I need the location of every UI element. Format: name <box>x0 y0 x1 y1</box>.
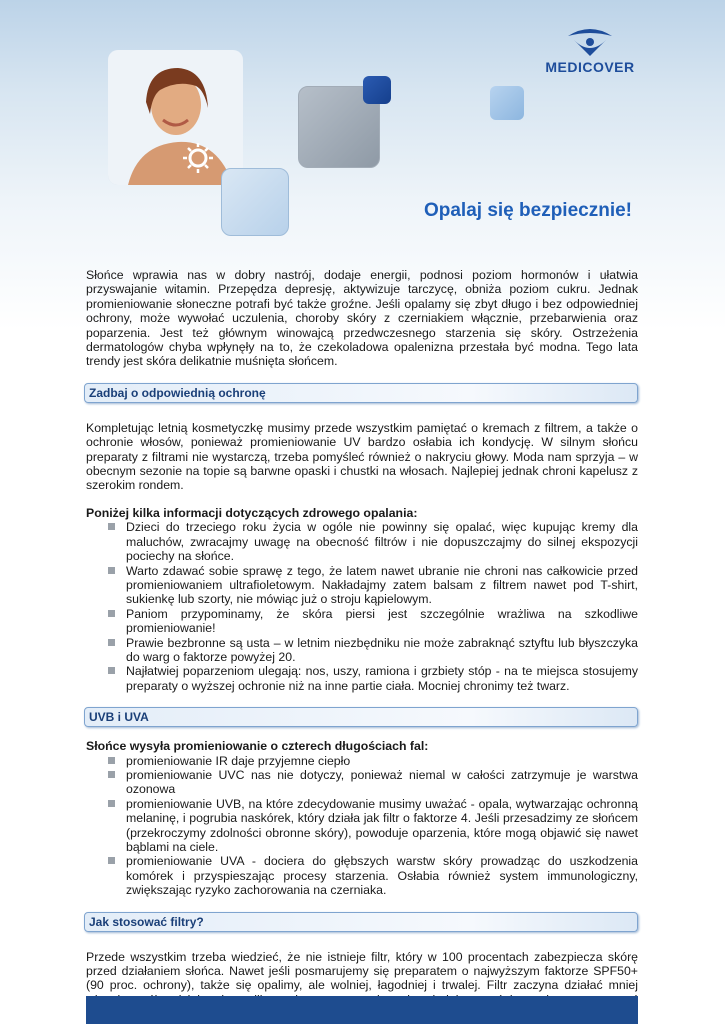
decorative-square-pale <box>221 168 289 236</box>
decorative-square-light <box>490 86 524 120</box>
list-item: promieniowanie UVC nas nie dotyczy, ponieważ niemal w całości zatrzymuje je warstwa ozonowa <box>86 768 638 797</box>
list-item: promieniowanie UVB, na które zdecydowanie musimy uważać - opala, wytwarzając ochronną melaninę, i pogrubia naskórek, który działa jak filtr o faktorze 4. Jeśli przesadzimy ze słońcem (przekroczymy zdolności obronne skóry), powoduje oparzenia, które mogą objawić się nawet bąblami na ciele. <box>86 797 638 855</box>
woman-sunbathing-photo <box>108 50 243 185</box>
decorative-square-blue <box>363 76 391 104</box>
tips-list <box>86 520 638 693</box>
section-heading-filters: Jak stosować filtry? <box>84 912 638 932</box>
bullet-square-icon <box>108 800 115 807</box>
list-item: Paniom przypominamy, że skóra piersi jest szczególnie wrażliwa na szkodliwe promieniowanie! <box>86 607 638 636</box>
bullet-square-icon <box>108 523 115 530</box>
brand-name: MEDICOVER <box>545 59 635 75</box>
medicover-logo-icon <box>540 26 640 60</box>
list-item: promieniowanie IR daje przyjemne ciepło <box>86 754 638 768</box>
intro-paragraph: Słońce wprawia nas w dobry nastrój, dodaje energii, podnosi poziom hormonów i ułatwia przyswajanie witamin. Przepędza depresję, aktywizuje tarczycę, obniża poziom cukru. Jednak promieniowanie słoneczne potrafi być także groźne. Jeśli opalamy się zbyt długo i bez odpowiedniej ochrony, może wywołać uczulenia, choroby skóry z czerniakiem włącznie, przebarwienia oraz poparzenia. Jest też głównym winowajcą przedwczesnego starzenia się skóry. Ostrzeżenia dermatologów chyba wpłynęły na to, że czekoladowa opalenizna przestała być modna. Tego lata trendy jest skóra delikatnie muśnięta słońcem. <box>86 268 638 369</box>
bullet-square-icon <box>108 857 115 864</box>
section-heading-uvb-uva: UVB i UVA <box>84 707 638 727</box>
list-item: promieniowanie UVA - dociera do głębszych warstw skóry prowadząc do uszkodzenia komórek i przyspieszając procesy starzenia. Osłabia również system immunologiczny, zwiększając ryzyko zachorowania na czerniaka. <box>86 854 638 897</box>
bullet-square-icon <box>108 667 115 674</box>
list-item: Prawie bezbronne są usta – w letnim niezbędniku nie może zabraknąć sztyftu lub błyszczyka do warg o faktorze powyżej 20. <box>86 636 638 665</box>
protection-paragraph: Kompletując letnią kosmetyczkę musimy przede wszystkim pamiętać o kremach z filtrem, a także o ochronie włosów, ponieważ promieniowanie UV bardzo osłabia ich kondycję. W silnym słońcu preparaty z filtrami nie wystarczą, trzeba pomyśleć również o nakryciu głowy. Moda nam sprzyja – w obecnym sezonie na topie są barwne opaski i chustki na włosach. Najlepiej jednak chroni kapelusz z szerokim rondem. <box>86 420 638 493</box>
bullet-square-icon <box>108 757 115 764</box>
radiation-subheading: Słońce wysyła promieniowanie o czterech długościach fal: <box>86 739 429 754</box>
bullet-square-icon <box>108 771 115 778</box>
filters-paragraph: Przede wszystkim trzeba wiedzieć, że nie istnieje filtr, który w 100 procentach zabezpiecza skórę przed działaniem słońca. Nawet jeśli posmarujemy się preparatem o najwyższym faktorze SPF50+ (90 proc. ochrony), także się opalimy, ale wolniej, łagodniej i trwalej. Filtr zaczyna działać mniej <box>86 949 638 993</box>
article-body <box>86 268 638 1022</box>
bullet-square-icon <box>108 610 115 617</box>
medicover-logo <box>540 26 640 76</box>
list-item: Warto zdawać sobie sprawę z tego, że latem nawet ubranie nie chroni nas całkowicie przed promieniowaniem ultrafioletowym. Nakładajmy zatem balsam z filtrem nawet pod T-shirt, sukienkę lub szorty, nie mówiąc już o stroju kąpielowym. <box>86 564 638 607</box>
bullet-square-icon <box>108 639 115 646</box>
list-item: Najłatwiej poparzeniom ulegają: nos, uszy, ramiona i grzbiety stóp - na te miejsca stosujemy preparaty o wyższej ochronie niż na inne partie ciała. Mocniej chronimy też twarz. <box>86 664 638 693</box>
footer-bar <box>86 996 638 1024</box>
section-heading-protection: Zadbaj o odpowiednią ochronę <box>84 383 638 403</box>
list-item: Dzieci do trzeciego roku życia w ogóle nie powinny się opalać, więc kupując kremy dla maluchów, zwracajmy uwagę na obecność filtrów i nie dopuszczajmy do silnej ekspozycji pociechy na słońce. <box>86 520 638 563</box>
bullet-square-icon <box>108 567 115 574</box>
radiation-list <box>86 754 638 898</box>
page-title: Opalaj się bezpiecznie! <box>423 200 632 221</box>
tips-subheading: Poniżej kilka informacji dotyczących zdrowego opalania: <box>86 505 418 520</box>
